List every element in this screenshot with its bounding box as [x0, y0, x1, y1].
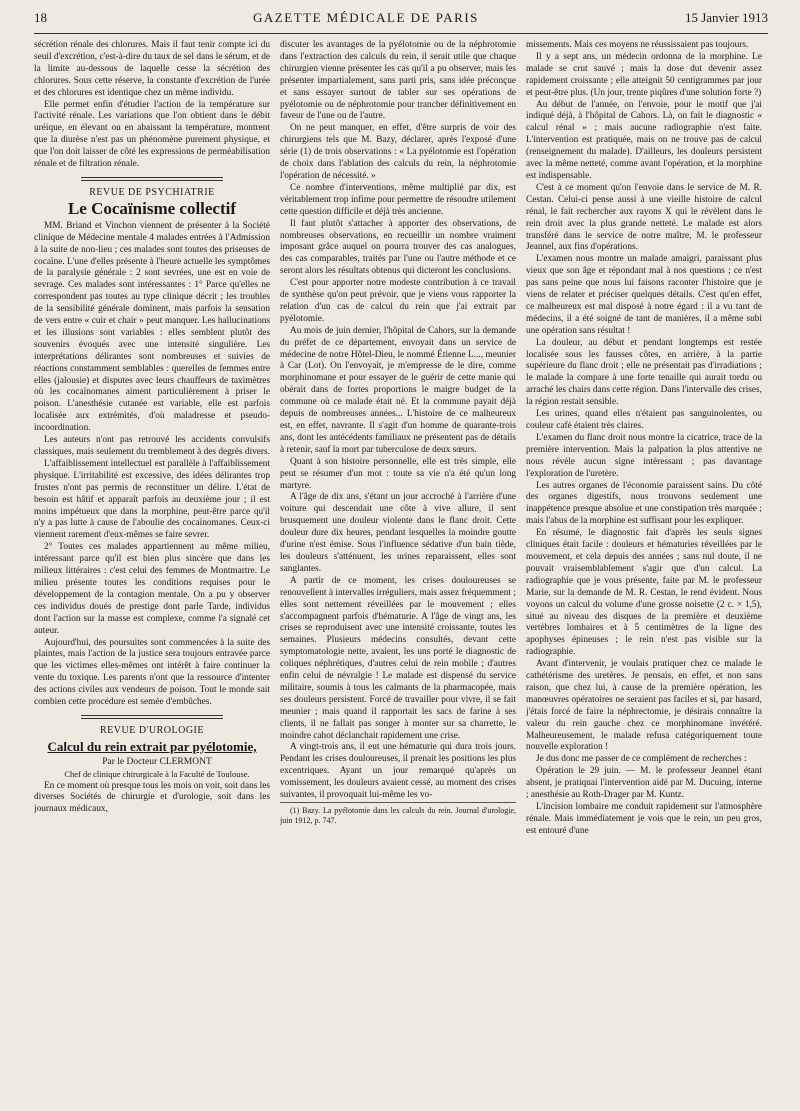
section-separator [81, 177, 223, 181]
column-1 [34, 40, 270, 1110]
section-heading: REVUE D'UROLOGIE [100, 724, 204, 736]
journal-title: GAZETTE MÉDICALE DE PARIS [253, 10, 479, 25]
paragraph: sécrétion rénale des chlorures. Mais il faut tenir compte ici du seuil d'excrétion, c'est-à-dire du taux de sel dans le sérum, et de la limite au-dessous de laquelle cesse la sécrétion des chlorures. Sous cette réserve, la constante d'excrétion de l'urée et des chlorures est identique chez un même individu. [34, 40, 270, 98]
paragraph: Au mois de juin dernier, l'hôpital de Cahors, sur la demande du préfet de ce département, envoyait dans un service de médecine de notre Hôtel-Dieu, le nommé Étienne L..., meunier à Car (Lot). On l'envoyait, je m'empresse de le dire, comme morphinomane et pour essayer de le guérir de cette manie qui obérait dans de fortes proportions le maigre budget de la commune où ce malade était né. Et la commune payait déjà depuis de nombreuses années... L'histoire de ce malheureux est, en effet, navrante. Il s'agit d'un homme de quarante-trois ans, dont les antécédents familiaux ne présentent pas de détails à retenir, sauf la mort par tuberculose de deux sœurs. [280, 325, 516, 455]
paragraph: 2° Toutes ces malades appartiennent au même milieu, intéressant parce qu'il est bien plus sincère que dans les milieux littéraires : c'est celui des femmes de Montmartre. Le milieu présente toutes les conditions requises pour le développement de la contagion mentale. On a pu y observer ces individus doués de prestige dont parle Tarde, individus dont l'action sur la masse est complexe, comme l'a signalé cet auteur. [34, 542, 270, 636]
paragraph: Ce nombre d'interventions, même multiplié par dix, est véritablement trop infime pour permettre de résoudre utilement cette question difficile et déjà très ancienne. [280, 182, 516, 217]
paragraph: Je dus donc me passer de ce complément de recherches : [536, 754, 747, 765]
paragraph: En ce moment où presque tous les mois on voit, soit dans les diverses Sociétés de chirurgie et d'urologie, soit dans les journaux médicaux, [34, 780, 270, 815]
header-rule [34, 33, 768, 34]
section-heading: REVUE DE PSYCHIATRIE [89, 186, 215, 198]
page-number: 18 [34, 10, 47, 25]
paragraph: Aujourd'hui, des poursuites sont commencées à la suite des plaintes, mais l'action de la justice sera toujours entravée parce que les victimes elles-mêmes ont intérêt à faire continuer la vente du toxique. Les parents n'ont que la ressource d'intenter des actions civiles aux vendeurs de poison. Tout le monde sait combien cette procédure est semée d'embûches. [34, 637, 270, 708]
section-separator [81, 715, 223, 719]
paragraph: L'examen nous montre un malade amaigri, paraissant plus vieux que son âge et répondant mal à nos questions ; ce n'est pas sans peine que nous lui faisons raconter l'histoire que je viens de relater et préciser quelques détails. C'est qu'en effet, ce malheureux est mal disposé à notre égard : il a vu tant de médecins, il a été soigné de tant de manières, il a même subi une opération sans résultat ! [526, 254, 762, 336]
paragraph: C'est à ce moment qu'on l'envoie dans le service de M. R. Cestan. Celui-ci pense aussi à une vieille histoire de calcul rénal, le fait rechercher aux rayons X qui le révèlent dans le rein droit avec la plus grande netteté. Le malade est alors transféré dans le service de notre maître, M. le professeur Jeannel, aux fins d'opérations. [526, 182, 762, 253]
author-affiliation: Chef de clinique chirurgicale à la Faculté de Toulouse. [64, 768, 250, 779]
paragraph: missements. Mais ces moyens ne réussissaient pas toujours. [526, 40, 749, 50]
paragraph: Les autres organes de l'économie paraissent sains. Du côté des organes digestifs, nous trouvons seulement une inappétence presque absolue et une constipation très marquée ; mais l'abus de la morphine est suffisant pour les expliquer. [526, 480, 762, 527]
paragraph: C'est pour apporter notre modeste contribution à ce travail de synthèse qu'on peut prévoir, que je viens vous rapporter la relation d'un cas de calcul du rein que j'ai extrait par pyélotomie. [280, 278, 516, 324]
author-byline: Par le Docteur CLERMONT [102, 756, 212, 767]
paragraph: L'examen du flanc droit nous montre la cicatrice, trace de la première intervention. Mais la palpation la plus attentive ne nous révèle aucun signe intéressant ; pas davantage l'exploration de l'uretère. [526, 432, 762, 479]
paragraph: L'affaiblissement intellectuel est parallèle à l'affaiblissement physique. L'irritabilité est excessive, des idées délirantes trop frustes n'ont pas permis de reconstituer un délire. L'état de besoin est hâtif et apparaît parfois au deuxième jour ; il est moins impétueux que dans la morphine, peut-être parce qu'il n'y a pas lutte à cause de l'aboulie des cocaïnomanes. Ceux-ci viennent rarement d'eux-mêmes se faire sevrer. [34, 458, 270, 541]
paragraph: Il faut plutôt s'attacher à apporter des observations, de nombreuses observations, en recueillir un nombre vraiment imposant grâce auquel on pourra trouver des cas analogues, des cas comparables, traités par l'une ou l'autre méthode et ce seront alors les résultats obtenus qui dicteront les conclusions. [280, 218, 516, 277]
paragraph: Il y a sept ans, un médecin ordonna de la morphine. Le malade se crut sauvé ; mais la dose dut devenir assez rapidement croissante ; elle atteignit 50 centigrammes par jour et peut-être plus. (Un jour, trente piqûres d'une solution forte ?) [526, 51, 762, 98]
footnote: (1) Bazy. La pyélotomie dans les calculs du rein. Journal d'urologie, juin 1912, p. 747. [280, 802, 516, 826]
paragraph: L'incision lombaire me conduit rapidement sur l'atmosphère rénale. Mais immédiatement je vois que le rein, un peu gros, est entouré d'une [526, 802, 762, 836]
paragraph: On ne peut manquer, en effet, d'être surpris de voir des chirurgiens tels que M. Bazy, déclarer, après l'exposé d'une série (1) de trois observations : « La pyélotomie est l'opération de choix dans l'ablation des calculs du rein, la néphrotomie l'opération de nécessité. » [280, 123, 516, 181]
article-title: Le Cocaïnisme collectif [67, 198, 237, 218]
article-title: Calcul du rein extrait par pyélotomie, [47, 738, 257, 754]
paragraph: La douleur, au début et pendant longtemps est restée localisée sous les fausses côtes, en arrière, à la partie supérieure du flanc droit ; elle ne présentait pas d'irradiations ; le malade la compare à une forte tenaille qui aurait tordu ou arraché les chairs dans cette région. Dans l'intervalle des crises, la région restait sensible. [526, 337, 762, 408]
issue-date: 15 Janvier 1913 [684, 10, 768, 25]
paragraph: Les auteurs n'ont pas retrouvé les accidents convulsifs classiques, mais seulement du tremblement à des degrés divers. [34, 435, 270, 457]
paragraph: Avant d'intervenir, je voulais pratiquer chez ce malade le cathétérisme des uretères. Je pensais, en effet, et non sans raison, que chez lui, à cause de la première opération, les manœuvres opératoires ne seraient pas faciles et si, par hasard, j'étais forcé de faire la néphrectomie, je désirais connaître la valeur du rein gauche chez ce morphinomane invétéré. Malheureusement, le malade refusa catégoriquement toute nouvelle exploration ! [526, 659, 762, 753]
paragraph: MM. Briand et Vinchon viennent de présenter à la Société clinique de Médecine mentale 4 malades entrées à l'Admission à la suite de non-lieu ; ces malades sont toutes des priseuses de cocaïne. L'une d'elles présente à l'heure actuelle les symptômes de la paralysie générale : 2 sont sevrées, une est en voie de sevrage. Ces malades sont intéressantes : 1° Parce qu'elles ne correspondent pas toutes au type clinique décrit ; les troubles de la sensibilité générale dominent, mais parfois la sensation de vers entre « cuir et chair » peut manquer. Les hallucinations et les illusions sont variables : elles semblent plutôt des souvenirs évoqués avec une intensité singulière. Les interprétations délirantes sont nombreuses et suivies de réactions constamment semblables : querelles de femmes entre elles (jalousie) et disputes avec leurs chauffeurs de taximètres où les cocaïnomanes aiment particulièrement à priser le poison. L'anesthésie cutanée est variable, elle est parfois localisée aux extrémités, d'où maladresse et pseudo-incoordination. [34, 220, 270, 434]
column-2 [280, 40, 516, 1110]
paragraph: En résumé, le diagnostic fait d'après les seuls signes cliniques était facile : douleurs et hématuries réveillées par le mouvement, et cela depuis des années ; sans nul doute, il ne pouvait vraisemblablement s'agir que d'un calcul. La radiographie que je vous présente, faite par M. le professeur Marie, sur la demande de M. R. Cestan, le rend évident. Nous voyons un calcul du volume d'une grosse noisette (2 c. × 1,5), situé au niveau des disques de la première et deuxième vertèbres lombaires et à 5 centimètres de la ligne des apophyses épineuses ; le rein n'est pas visible sur la radiographie. [526, 528, 762, 658]
paragraph: Au début de l'année, on l'envoie, pour le motif que j'ai indiqué déjà, à l'hôpital de Cahors. Là, on fait le diagnostic « calcul rénal » ; mais aucune radiographie n'est faite. L'intervention est pratiquée, mais on ne trouve pas de calcul (renseignement du malade). D'ailleurs, les douleurs persistent avec la même netteté, comme avant l'opération, et la morphine est indispensable. [526, 99, 762, 181]
columns [34, 40, 768, 1110]
paragraph: Quant à son histoire personnelle, elle est très simple, elle peut se résumer d'un mot : toute sa vie n'a été qu'un long martyre. [280, 456, 516, 491]
paragraph: Opération le 29 juin. — M. le professeur Jeannel étant absent, je pratiquai l'intervention aidé par M. Ducuing, interne ; anesthésie au Roth-Drager par M. Kuntz. [526, 766, 762, 801]
paragraph: Elle permet enfin d'étudier l'action de la température sur l'activité rénale. Les variations que l'on obtient dans le débit uréique, en élevant ou en abaissant la température, montrent que la diurèse n'est pas un phénomène purement physique, et que l'on doit laisser de côté les expressions de perméabilisation rénale et de filtration rénale. [34, 99, 270, 170]
column-3 [526, 40, 762, 1110]
paragraph: A l'âge de dix ans, s'étant un jour accroché à l'arrière d'une voiture qui descendait une côte à vive allure, il sent brusquement une douleur violente dans le flanc droit. Cette douleur dure dix heures, pendant lesquelles la moindre goutte d'urine n'est émise. Sous l'influence sédative d'un bain tiède, les douleurs s'atténuent, les urines reparaissent, elles sont sanglantes. [280, 492, 516, 574]
paragraph: Les urines, quand elles n'étaient pas sanguinolentes, ou couleur café étaient très claires. [526, 409, 762, 431]
paragraph: A vingt-trois ans, il eut une hématurie qui dura trois jours. Pendant les crises douloureuses, il prenait les positions les plus excentriques. Ayant un jour remarqué qu'après un vomissement, les douleurs avaient cessé, au moment des crises suivantes, il provoquait lui-même les vo- [280, 742, 516, 801]
page-header [34, 10, 768, 30]
paragraph: discuter les avantages de la pyélotomie ou de la néphrotomie dans l'extraction des calculs du rein, il serait utile que chaque chirurgien vienne présenter les cas qu'il a pu observer, mais les présenter impartialement, sans parti pris, sans idée préconçue et sans essayer surtout de tabler sur ses opérations de pyélotomie ou de néphrotomie pour trancher définitivement en faveur de l'une ou de l'autre. [280, 40, 516, 122]
paragraph: A partir de ce moment, les crises douloureuses se renouvellent à intervalles irréguliers, mais assez fréquemment ; elles sont nettement réveillées par le mouvement ; elles s'accompagnent parfois d'hématurie. A l'âge de vingt ans, les crises se reproduisent avec une intensité croissante, toutes les semaines. Plusieurs médecins consultés, devant cette symptomatologie nette, avaient, les uns porté le diagnostic de coliques néphrétiques, d'autres celui de rein mobile ; d'autres enfin celui de névralgie ! Le malade est dispensé du service militaire, soumis à tous les calmants de la pharmacopée, mais ses douleurs persistent. Forcé de travailler pour vivre, il se fait meunier ; mais quand il rapportait les sacs de farine à ses clients, il ne fallait pas songer à monter sur sa charrette, le moindre cahot déclanchait rapidement une crise. [280, 575, 516, 741]
